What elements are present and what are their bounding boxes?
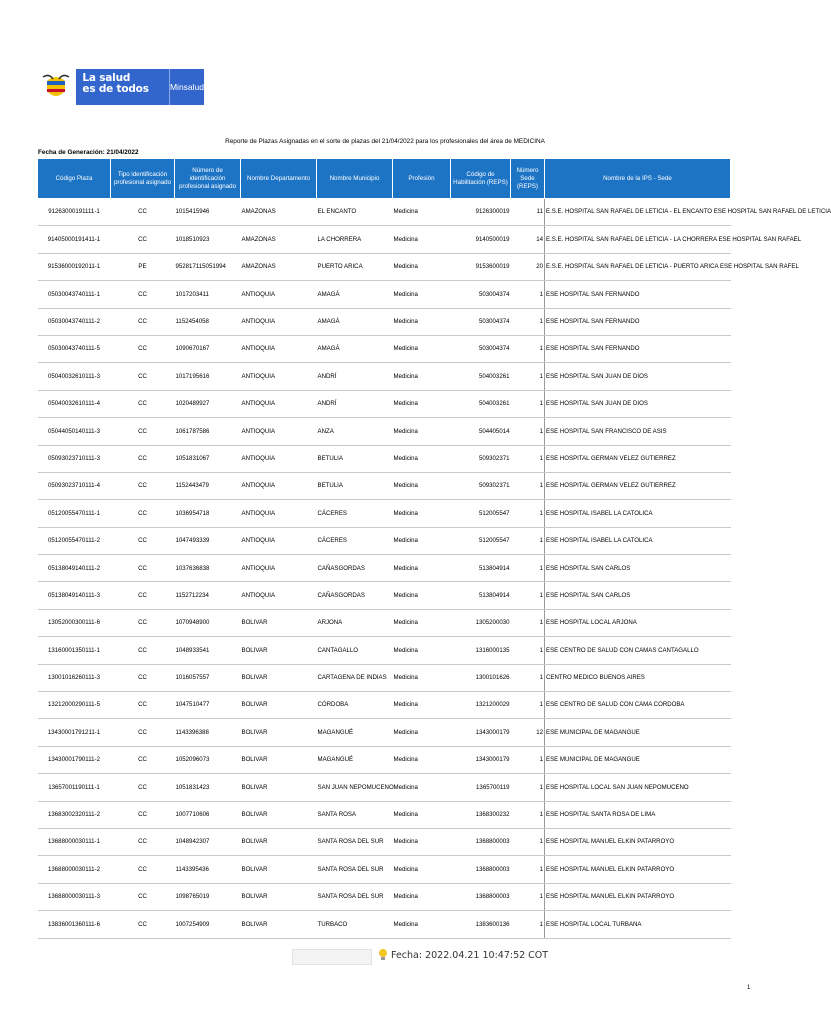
- table-row: [38, 390, 731, 417]
- cell-numero-id: 1152443479: [175, 472, 241, 499]
- generation-date: Fecha de Generación: 21/04/2022: [38, 149, 139, 156]
- cell-departamento: ANTIOQUIA: [241, 363, 317, 390]
- report-title: Reporte de Plazas Asignadas en el sorte de plazas del 21/04/2022 para los profesionales del área de MEDICINA: [225, 138, 545, 145]
- cell-municipio: CAÑASGORDAS: [317, 582, 393, 609]
- cell-ips: E.S.E. HOSPITAL SAN RAFAEL DE LETICIA - LA CHORRERA ESE HOSPITAL SAN RAFAEL: [545, 226, 731, 253]
- cell-departamento: BOLIVAR: [241, 883, 317, 910]
- cell-profesion: Medicina: [393, 363, 451, 390]
- table-row: [38, 609, 731, 636]
- cell-ips: E.S.E. HOSPITAL SAN RAFAEL DE LETICIA - EL ENCANTO ESE HOSPITAL SAN RAFAEL DE LETICIA: [545, 199, 731, 226]
- cell-profesion: Medicina: [393, 637, 451, 664]
- cell-ips: ESE HOSPITAL SAN FERNANDO: [545, 335, 731, 362]
- cell-departamento: AMAZONAS: [241, 253, 317, 280]
- cell-codigo-plaza: 13688000030111-2: [38, 856, 111, 883]
- cell-profesion: Medicina: [393, 582, 451, 609]
- cell-codigo-plaza: 05093023710111-3: [38, 445, 111, 472]
- cell-codigo-plaza: 13160001350111-1: [38, 637, 111, 664]
- cell-tipo-id: PE: [111, 253, 175, 280]
- cell-numero-id: 1052096073: [175, 746, 241, 773]
- cell-ips: ESE CENTRO DE SALUD CON CAMAS CANTAGALLO: [545, 637, 731, 664]
- cell-numero-sede: 20: [511, 253, 545, 280]
- cell-tipo-id: CC: [111, 856, 175, 883]
- cell-departamento: BOLIVAR: [241, 719, 317, 746]
- cell-numero-sede: 1: [511, 527, 545, 554]
- cell-profesion: Medicina: [393, 226, 451, 253]
- cell-municipio: ANDRÍ: [317, 390, 393, 417]
- cell-codigo-plaza: 13683002320111-2: [38, 801, 111, 828]
- cell-codigo-hab: 512005547: [451, 527, 511, 554]
- table-row: [38, 527, 731, 554]
- cell-codigo-hab: 9140500019: [451, 226, 511, 253]
- cell-codigo-plaza: 05040032610111-4: [38, 390, 111, 417]
- plazas-table: [37, 158, 831, 939]
- cell-numero-sede: 1: [511, 801, 545, 828]
- cell-departamento: BOLIVAR: [241, 911, 317, 938]
- table-row: [38, 308, 731, 335]
- cell-ips: ESE HOSPITAL ISABEL LA CATOLICA: [545, 527, 731, 554]
- cell-numero-id: 1143395436: [175, 856, 241, 883]
- cell-numero-id: 1061787586: [175, 418, 241, 445]
- logo-line1: La salud: [82, 72, 131, 84]
- table-row: [38, 856, 731, 883]
- cell-codigo-hab: 503004374: [451, 281, 511, 308]
- cell-codigo-hab: 504003261: [451, 390, 511, 417]
- cell-numero-sede: 1: [511, 555, 545, 582]
- cell-ips: ESE HOSPITAL SAN FRANCISCO DE ASIS: [545, 418, 731, 445]
- table-row: [38, 199, 731, 226]
- cell-codigo-hab: 503004374: [451, 335, 511, 362]
- cell-codigo-hab: 504003261: [451, 363, 511, 390]
- table-row: [38, 281, 731, 308]
- cell-numero-sede: 1: [511, 664, 545, 691]
- cell-departamento: BOLIVAR: [241, 828, 317, 855]
- header-ips: Nombre de la IPS - Sede: [545, 159, 731, 199]
- cell-numero-sede: 1: [511, 746, 545, 773]
- cell-municipio: CARTAGENA DE INDIAS: [317, 664, 393, 691]
- cell-codigo-hab: 9153600019: [451, 253, 511, 280]
- cell-ips: ESE HOSPITAL GERMAN VELEZ GUTIERREZ: [545, 472, 731, 499]
- cell-departamento: ANTIOQUIA: [241, 418, 317, 445]
- cell-codigo-plaza: 91405000191411-1: [38, 226, 111, 253]
- cell-municipio: CÁCERES: [317, 500, 393, 527]
- table-header-row: [38, 159, 731, 199]
- cell-municipio: MAGANGUÉ: [317, 746, 393, 773]
- cell-numero-sede: 1: [511, 911, 545, 938]
- table-row: [38, 363, 731, 390]
- cell-ips: CENTRO MEDICO BUENOS AIRES: [545, 664, 731, 691]
- cell-municipio: AMAGÁ: [317, 281, 393, 308]
- cell-codigo-plaza: 05030043740111-1: [38, 281, 111, 308]
- cell-codigo-plaza: 91536000192011-1: [38, 253, 111, 280]
- cell-municipio: SANTA ROSA DEL SUR: [317, 883, 393, 910]
- cell-departamento: ANTIOQUIA: [241, 390, 317, 417]
- table-row: [38, 445, 731, 472]
- cell-ips: ESE HOSPITAL MANUEL ELKIN PATARROYO: [545, 856, 731, 883]
- cell-numero-sede: 1: [511, 500, 545, 527]
- cell-numero-sede: 1: [511, 609, 545, 636]
- cell-departamento: ANTIOQUIA: [241, 527, 317, 554]
- cell-codigo-plaza: 05040032610111-3: [38, 363, 111, 390]
- cell-municipio: ANDRÍ: [317, 363, 393, 390]
- cell-departamento: ANTIOQUIA: [241, 445, 317, 472]
- cell-codigo-plaza: 13688000030111-1: [38, 828, 111, 855]
- cell-profesion: Medicina: [393, 746, 451, 773]
- cell-municipio: TURBACO: [317, 911, 393, 938]
- table-row: [38, 774, 731, 801]
- cell-profesion: Medicina: [393, 911, 451, 938]
- cell-ips: ESE MUNICIPAL DE MAGANGUE: [545, 746, 731, 773]
- logo-line2: es de todos: [82, 83, 149, 95]
- cell-ips: ESE HOSPITAL LOCAL SAN JUAN NEPOMUCENO: [545, 774, 731, 801]
- cell-departamento: ANTIOQUIA: [241, 335, 317, 362]
- cell-numero-sede: 1: [511, 692, 545, 719]
- cell-tipo-id: CC: [111, 418, 175, 445]
- cell-municipio: SANTA ROSA DEL SUR: [317, 828, 393, 855]
- cell-numero-id: 1017195616: [175, 363, 241, 390]
- cell-numero-sede: 1: [511, 308, 545, 335]
- table-row: [38, 911, 731, 938]
- cell-profesion: Medicina: [393, 883, 451, 910]
- cell-codigo-plaza: 05138049140111-3: [38, 582, 111, 609]
- cell-ips: ESE HOSPITAL LOCAL TURBANA: [545, 911, 731, 938]
- cell-numero-id: 1047493339: [175, 527, 241, 554]
- cell-numero-id: 1070948900: [175, 609, 241, 636]
- table-row: [38, 692, 731, 719]
- signature-stamp: [292, 949, 372, 965]
- cell-numero-id: 1098765019: [175, 883, 241, 910]
- cell-codigo-hab: 509302371: [451, 445, 511, 472]
- table-row: [38, 637, 731, 664]
- cell-numero-id: 1018510923: [175, 226, 241, 253]
- cell-codigo-plaza: 13430001791211-1: [38, 719, 111, 746]
- cell-departamento: AMAZONAS: [241, 199, 317, 226]
- cell-municipio: ANZA: [317, 418, 393, 445]
- cell-profesion: Medicina: [393, 828, 451, 855]
- cell-numero-sede: 1: [511, 856, 545, 883]
- cell-numero-sede: 1: [511, 390, 545, 417]
- logo-slogan: [76, 69, 169, 105]
- cell-codigo-hab: 509302371: [451, 472, 511, 499]
- cell-ips: ESE HOSPITAL SAN JUAN DE DIOS: [545, 363, 731, 390]
- cell-municipio: PUERTO ARICA: [317, 253, 393, 280]
- cell-municipio: CÓRDOBA: [317, 692, 393, 719]
- cell-tipo-id: CC: [111, 692, 175, 719]
- table-row: [38, 801, 731, 828]
- cell-ips: ESE HOSPITAL SAN CARLOS: [545, 555, 731, 582]
- table-row: [38, 883, 731, 910]
- cell-codigo-hab: 9126300019: [451, 199, 511, 226]
- cell-tipo-id: CC: [111, 883, 175, 910]
- cell-tipo-id: CC: [111, 637, 175, 664]
- cell-numero-sede: 1: [511, 472, 545, 499]
- cell-codigo-plaza: 05030043740111-2: [38, 308, 111, 335]
- cell-tipo-id: CC: [111, 472, 175, 499]
- cell-departamento: BOLIVAR: [241, 746, 317, 773]
- cell-profesion: Medicina: [393, 856, 451, 883]
- cell-tipo-id: CC: [111, 445, 175, 472]
- cell-codigo-plaza: 05120055470111-1: [38, 500, 111, 527]
- cell-tipo-id: CC: [111, 500, 175, 527]
- table-row: [38, 500, 731, 527]
- cell-departamento: BOLIVAR: [241, 664, 317, 691]
- cell-numero-sede: 1: [511, 445, 545, 472]
- cell-numero-id: 1048933541: [175, 637, 241, 664]
- table-row: [38, 472, 731, 499]
- cell-municipio: CAÑASGORDAS: [317, 555, 393, 582]
- cell-profesion: Medicina: [393, 418, 451, 445]
- cell-numero-sede: 14: [511, 226, 545, 253]
- cell-numero-id: 1047510477: [175, 692, 241, 719]
- table-row: [38, 828, 731, 855]
- cell-numero-id: 1152454058: [175, 308, 241, 335]
- cell-codigo-hab: 503004374: [451, 308, 511, 335]
- cell-numero-id: 1037636838: [175, 555, 241, 582]
- cell-numero-id: 1015415946: [175, 199, 241, 226]
- cell-tipo-id: CC: [111, 226, 175, 253]
- cell-numero-sede: 1: [511, 582, 545, 609]
- cell-ips: ESE HOSPITAL SAN FERNANDO: [545, 308, 731, 335]
- table-row: [38, 555, 731, 582]
- cell-codigo-hab: 513804914: [451, 555, 511, 582]
- cell-municipio: SAN JUAN NEPOMUCENO: [317, 774, 393, 801]
- cell-profesion: Medicina: [393, 719, 451, 746]
- cell-profesion: Medicina: [393, 253, 451, 280]
- cell-ips: ESE HOSPITAL SAN FERNANDO: [545, 281, 731, 308]
- cell-codigo-plaza: 91263000191111-1: [38, 199, 111, 226]
- page-number: 1: [747, 985, 751, 991]
- header-numero-sede: Número Sede (REPS): [511, 159, 545, 199]
- cell-municipio: CANTAGALLO: [317, 637, 393, 664]
- cell-tipo-id: CC: [111, 363, 175, 390]
- cell-departamento: ANTIOQUIA: [241, 308, 317, 335]
- cell-codigo-plaza: 13430001790111-2: [38, 746, 111, 773]
- cell-municipio: AMAGÁ: [317, 308, 393, 335]
- table-row: [38, 719, 731, 746]
- cell-ips: ESE HOSPITAL SAN JUAN DE DIOS: [545, 390, 731, 417]
- cell-municipio: MAGANGUÉ: [317, 719, 393, 746]
- cell-codigo-hab: 1368300232: [451, 801, 511, 828]
- cell-codigo-plaza: 13212000290111-5: [38, 692, 111, 719]
- cell-ips: ESE HOSPITAL LOCAL ARJONA: [545, 609, 731, 636]
- cell-profesion: Medicina: [393, 390, 451, 417]
- cell-departamento: ANTIOQUIA: [241, 500, 317, 527]
- cell-departamento: BOLIVAR: [241, 801, 317, 828]
- cell-tipo-id: CC: [111, 801, 175, 828]
- cell-profesion: Medicina: [393, 609, 451, 636]
- cell-numero-sede: 1: [511, 418, 545, 445]
- cell-numero-sede: 1: [511, 637, 545, 664]
- cell-tipo-id: CC: [111, 281, 175, 308]
- cell-numero-id: 1016057557: [175, 664, 241, 691]
- footer-timestamp: Fecha: 2022.04.21 10:47:52 COT: [391, 950, 549, 961]
- cell-numero-id: 1051831067: [175, 445, 241, 472]
- cell-numero-sede: 1: [511, 883, 545, 910]
- cell-numero-sede: 1: [511, 335, 545, 362]
- cell-numero-id: 1036954718: [175, 500, 241, 527]
- cell-profesion: Medicina: [393, 527, 451, 554]
- cell-numero-id: 1051831423: [175, 774, 241, 801]
- cell-codigo-hab: 1368800003: [451, 828, 511, 855]
- cell-codigo-plaza: 05030043740111-5: [38, 335, 111, 362]
- cell-departamento: BOLIVAR: [241, 774, 317, 801]
- cell-numero-id: 1048942307: [175, 828, 241, 855]
- header-codigo-hab: Código de Habilitación (REPS): [451, 159, 511, 199]
- cell-departamento: ANTIOQUIA: [241, 555, 317, 582]
- cell-municipio: BETULIA: [317, 472, 393, 499]
- header-tipo-id: Tipo identificación profesional asignado: [111, 159, 175, 199]
- cell-tipo-id: CC: [111, 582, 175, 609]
- cell-profesion: Medicina: [393, 774, 451, 801]
- cell-profesion: Medicina: [393, 801, 451, 828]
- cell-numero-sede: 12: [511, 719, 545, 746]
- cell-profesion: Medicina: [393, 500, 451, 527]
- cell-codigo-hab: 1343000179: [451, 719, 511, 746]
- minsalud-logo: [36, 69, 204, 105]
- cell-ips: ESE HOSPITAL GERMAN VELEZ GUTIERREZ: [545, 445, 731, 472]
- table-body: [38, 199, 831, 939]
- cell-ips: ESE HOSPITAL MANUEL ELKIN PATARROYO: [545, 828, 731, 855]
- cell-codigo-hab: 1368800003: [451, 883, 511, 910]
- cell-codigo-plaza: 05120055470111-2: [38, 527, 111, 554]
- cell-numero-id: 1020489927: [175, 390, 241, 417]
- table-row: [38, 335, 731, 362]
- cell-tipo-id: CC: [111, 828, 175, 855]
- cell-departamento: BOLIVAR: [241, 692, 317, 719]
- cell-numero-sede: 1: [511, 281, 545, 308]
- cell-numero-id: 1007254909: [175, 911, 241, 938]
- cell-ips: ESE HOSPITAL ISABEL LA CATOLICA: [545, 500, 731, 527]
- cell-municipio: AMAGÁ: [317, 335, 393, 362]
- cell-municipio: CÁCERES: [317, 527, 393, 554]
- cell-codigo-hab: 1321200029: [451, 692, 511, 719]
- cell-tipo-id: CC: [111, 335, 175, 362]
- cell-profesion: Medicina: [393, 445, 451, 472]
- cell-tipo-id: CC: [111, 390, 175, 417]
- cell-departamento: AMAZONAS: [241, 226, 317, 253]
- cell-tipo-id: CC: [111, 555, 175, 582]
- header-profesion: Profesión: [393, 159, 451, 199]
- cell-municipio: LA CHORRERA: [317, 226, 393, 253]
- cell-ips: ESE HOSPITAL SAN CARLOS: [545, 582, 731, 609]
- table-row: [38, 253, 731, 280]
- cell-ips: ESE HOSPITAL MANUEL ELKIN PATARROYO: [545, 883, 731, 910]
- coat-of-arms-icon: [36, 69, 76, 105]
- cell-numero-sede: 1: [511, 363, 545, 390]
- cell-numero-id: 1152712234: [175, 582, 241, 609]
- cell-codigo-hab: 1365700119: [451, 774, 511, 801]
- cell-numero-sede: 1: [511, 828, 545, 855]
- header-numero-id: Número de identificación profesional asignado: [175, 159, 241, 199]
- cell-tipo-id: CC: [111, 746, 175, 773]
- cell-codigo-plaza: 13001016260111-3: [38, 664, 111, 691]
- cell-codigo-hab: 1300101626: [451, 664, 511, 691]
- cell-codigo-plaza: 13052000300111-6: [38, 609, 111, 636]
- cell-numero-id: 952817115051994: [175, 253, 241, 280]
- cell-codigo-plaza: 05044050140111-3: [38, 418, 111, 445]
- table-row: [38, 418, 731, 445]
- table-row: [38, 664, 731, 691]
- cell-departamento: ANTIOQUIA: [241, 582, 317, 609]
- cell-tipo-id: CC: [111, 199, 175, 226]
- cell-profesion: Medicina: [393, 335, 451, 362]
- cell-ips: ESE HOSPITAL SANTA ROSA DE LIMA: [545, 801, 731, 828]
- cell-codigo-plaza: 05138049140111-2: [38, 555, 111, 582]
- cell-codigo-hab: 1316000135: [451, 637, 511, 664]
- cell-departamento: ANTIOQUIA: [241, 472, 317, 499]
- cell-profesion: Medicina: [393, 472, 451, 499]
- cell-tipo-id: CC: [111, 774, 175, 801]
- cell-municipio: EL ENCANTO: [317, 199, 393, 226]
- logo-ministry: Minsalud: [169, 69, 204, 105]
- lightbulb-icon: [378, 948, 388, 962]
- cell-profesion: Medicina: [393, 555, 451, 582]
- cell-tipo-id: CC: [111, 664, 175, 691]
- cell-codigo-plaza: 05093023710111-4: [38, 472, 111, 499]
- cell-numero-id: 1007710606: [175, 801, 241, 828]
- cell-profesion: Medicina: [393, 199, 451, 226]
- cell-municipio: SANTA ROSA: [317, 801, 393, 828]
- cell-profesion: Medicina: [393, 664, 451, 691]
- cell-codigo-hab: 504405014: [451, 418, 511, 445]
- cell-tipo-id: CC: [111, 527, 175, 554]
- cell-numero-id: 1090670167: [175, 335, 241, 362]
- cell-departamento: BOLIVAR: [241, 609, 317, 636]
- cell-municipio: ARJONA: [317, 609, 393, 636]
- cell-profesion: Medicina: [393, 281, 451, 308]
- cell-numero-id: 1143396388: [175, 719, 241, 746]
- cell-numero-sede: 11: [511, 199, 545, 226]
- cell-profesion: Medicina: [393, 308, 451, 335]
- table-row: [38, 746, 731, 773]
- cell-ips: ESE MUNICIPAL DE MAGANGUE: [545, 719, 731, 746]
- cell-numero-sede: 1: [511, 774, 545, 801]
- cell-municipio: BETULIA: [317, 445, 393, 472]
- cell-codigo-hab: 1343000179: [451, 746, 511, 773]
- header-municipio: Nombre Municipio: [317, 159, 393, 199]
- header-codigo-plaza: Código Plaza: [38, 159, 111, 199]
- cell-tipo-id: CC: [111, 609, 175, 636]
- header-departamento: Nombre Departamento: [241, 159, 317, 199]
- cell-codigo-hab: 513804914: [451, 582, 511, 609]
- cell-departamento: ANTIOQUIA: [241, 281, 317, 308]
- table-row: [38, 582, 731, 609]
- cell-tipo-id: CC: [111, 911, 175, 938]
- cell-codigo-hab: 1383600136: [451, 911, 511, 938]
- cell-codigo-hab: 512005547: [451, 500, 511, 527]
- cell-municipio: SANTA ROSA DEL SUR: [317, 856, 393, 883]
- cell-codigo-plaza: 13657001190111-1: [38, 774, 111, 801]
- cell-profesion: Medicina: [393, 692, 451, 719]
- cell-departamento: BOLIVAR: [241, 856, 317, 883]
- cell-numero-id: 1017203411: [175, 281, 241, 308]
- cell-tipo-id: CC: [111, 719, 175, 746]
- cell-ips: E.S.E. HOSPITAL SAN RAFAEL DE LETICIA - PUERTO ARICA ESE HOSPITAL SAN RAFEL: [545, 253, 731, 280]
- cell-tipo-id: CC: [111, 308, 175, 335]
- cell-codigo-plaza: 13836001360111-6: [38, 911, 111, 938]
- cell-codigo-plaza: 13688000030111-3: [38, 883, 111, 910]
- cell-ips: ESE CENTRO DE SALUD CON CAMA CORDOBA: [545, 692, 731, 719]
- cell-departamento: BOLIVAR: [241, 637, 317, 664]
- cell-codigo-hab: 1368800003: [451, 856, 511, 883]
- table-row: [38, 226, 731, 253]
- cell-codigo-hab: 1305200030: [451, 609, 511, 636]
